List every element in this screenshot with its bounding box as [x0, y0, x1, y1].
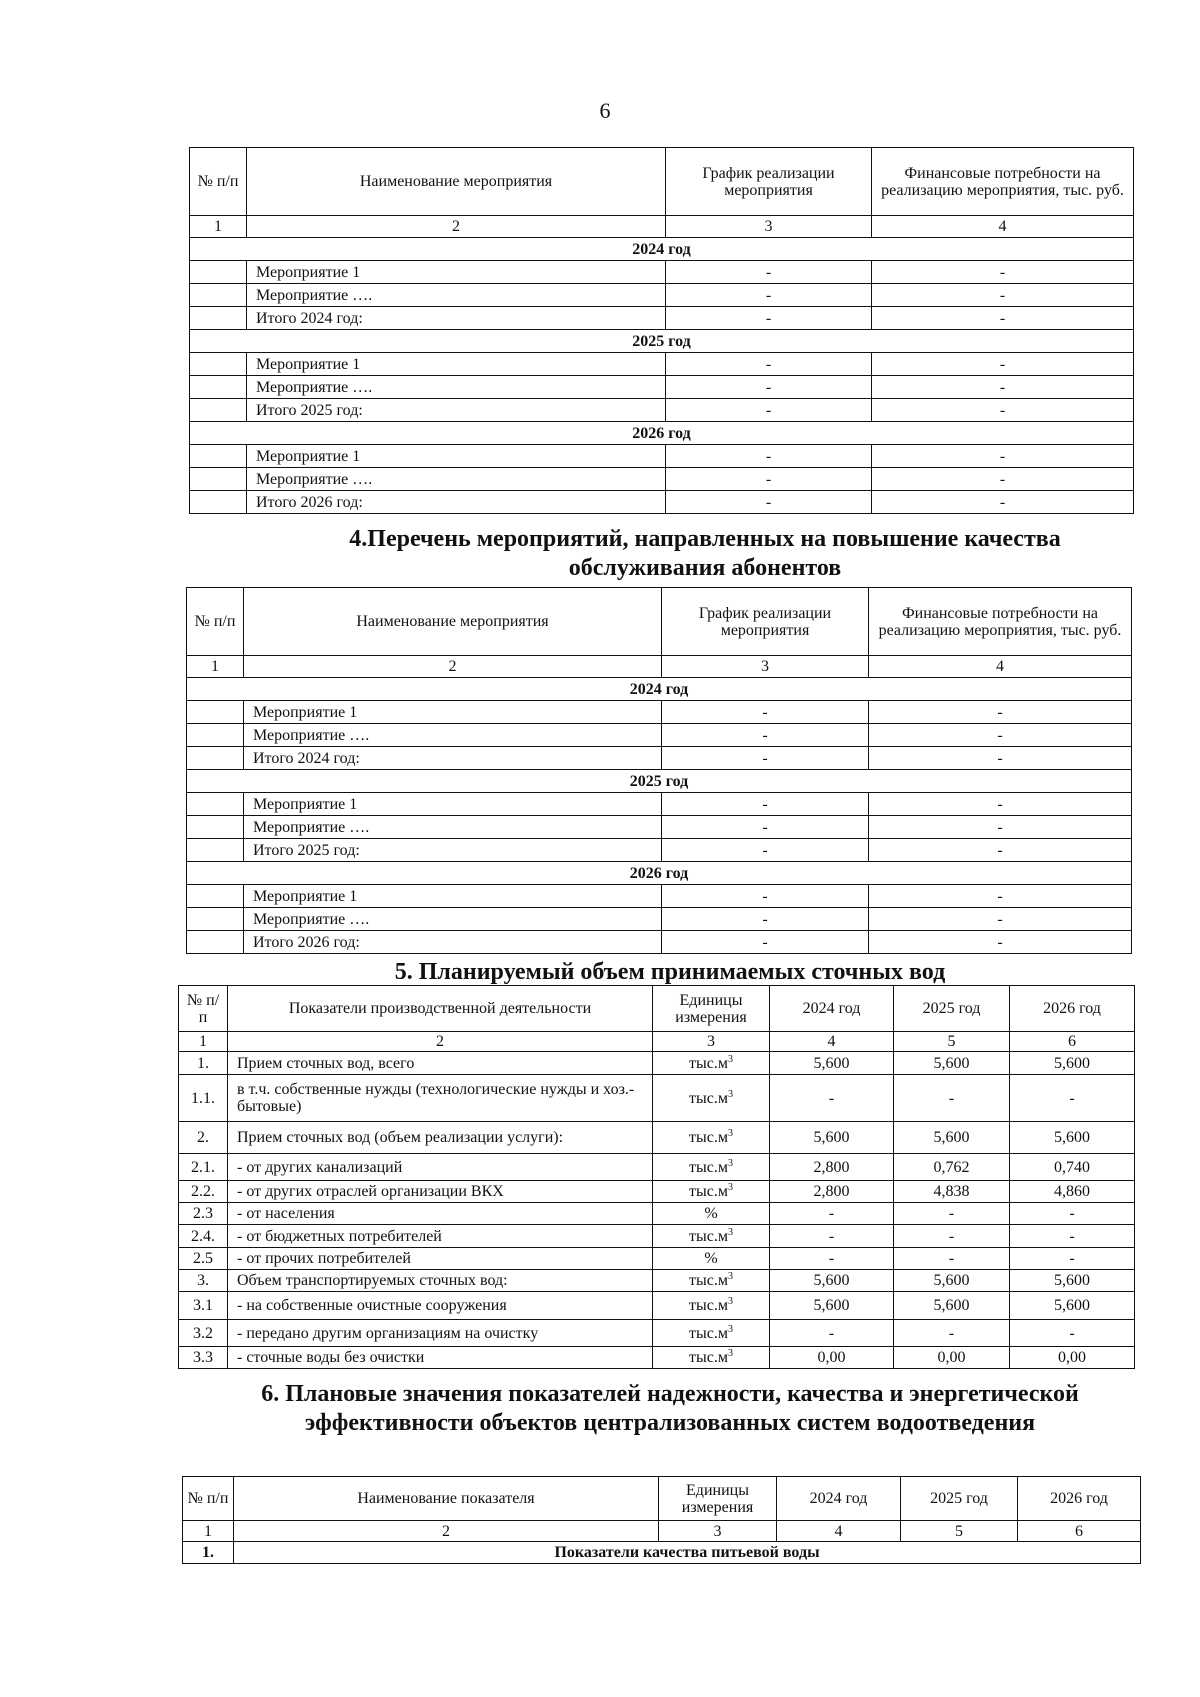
event-finance: -: [869, 701, 1132, 724]
event-total: Итого 2025 год:: [244, 839, 662, 862]
indicator-name: Прием сточных вод (объем реализации услуги):: [228, 1122, 653, 1154]
event-finance: -: [872, 307, 1134, 330]
value-2024: 5,600: [770, 1122, 894, 1154]
value-2025: -: [894, 1203, 1010, 1225]
header-unit: Единицы измерения: [659, 1477, 777, 1521]
event-total: Итого 2025 год:: [247, 399, 666, 422]
event-schedule: -: [666, 399, 872, 422]
col-number: 2: [234, 1521, 659, 1542]
col-number: 1: [183, 1521, 234, 1542]
value-2024: -: [770, 1248, 894, 1270]
value-2025: 5,600: [894, 1292, 1010, 1320]
col-number: 3: [666, 216, 872, 238]
event-name: Мероприятие ….: [244, 816, 662, 839]
value-2025: 4,838: [894, 1181, 1010, 1203]
event-schedule: -: [666, 261, 872, 284]
value-2024: -: [770, 1075, 894, 1122]
row-num: 2.: [179, 1122, 228, 1154]
event-finance: -: [869, 816, 1132, 839]
header-2025: 2025 год: [894, 986, 1010, 1032]
col-number: 2: [228, 1032, 653, 1052]
value-2024: 5,600: [770, 1292, 894, 1320]
event-schedule: -: [662, 931, 869, 954]
event-name: Мероприятие ….: [244, 908, 662, 931]
value-2025: -: [894, 1075, 1010, 1122]
value-2024: 5,600: [770, 1270, 894, 1292]
value-2026: -: [1010, 1248, 1135, 1270]
header-indicator: Показатели производственной деятельности: [228, 986, 653, 1032]
event-total: Итого 2026 год:: [244, 931, 662, 954]
event-finance: -: [872, 468, 1134, 491]
row-num: 3.1: [179, 1292, 228, 1320]
value-2024: 2,800: [770, 1154, 894, 1181]
row-num: 2.1.: [179, 1154, 228, 1181]
event-finance: -: [872, 376, 1134, 399]
event-finance: -: [872, 399, 1134, 422]
event-schedule: -: [662, 885, 869, 908]
event-schedule: -: [666, 376, 872, 399]
event-finance: -: [872, 353, 1134, 376]
value-2025: -: [894, 1248, 1010, 1270]
col-number: 4: [770, 1032, 894, 1052]
value-2025: 5,600: [894, 1270, 1010, 1292]
event-schedule: -: [666, 353, 872, 376]
event-total: Итого 2024 год:: [247, 307, 666, 330]
row-num: 2.3: [179, 1203, 228, 1225]
header-num: № п/п: [190, 148, 247, 216]
unit-cell: %: [653, 1248, 770, 1270]
event-name: Мероприятие ….: [247, 284, 666, 307]
event-finance: -: [869, 931, 1132, 954]
event-name: Мероприятие ….: [244, 724, 662, 747]
indicator-name: - на собственные очистные сооружения: [228, 1292, 653, 1320]
row-num: 3.2: [179, 1320, 228, 1347]
unit-cell: $тыс.м^3$: [653, 1181, 770, 1203]
value-2024: -: [770, 1225, 894, 1248]
event-total: Итого 2026 год:: [247, 491, 666, 514]
col-number: 3: [662, 656, 869, 678]
indicator-name: - от других канализаций: [228, 1154, 653, 1181]
value-2025: 5,600: [894, 1122, 1010, 1154]
row-num: 1.: [179, 1052, 228, 1075]
event-finance: -: [869, 908, 1132, 931]
col-number: 5: [901, 1521, 1018, 1542]
event-schedule: -: [666, 284, 872, 307]
col-number: 3: [659, 1521, 777, 1542]
header-finance: Финансовые потребности на реализацию мероприятия, тыс. руб.: [869, 588, 1132, 656]
event-name: Мероприятие 1: [244, 885, 662, 908]
event-schedule: -: [662, 701, 869, 724]
event-schedule: -: [666, 307, 872, 330]
header-name: Наименование мероприятия: [247, 148, 666, 216]
header-2024: 2024 год: [770, 986, 894, 1032]
value-2024: -: [770, 1320, 894, 1347]
col-number: 6: [1010, 1032, 1135, 1052]
event-name: Мероприятие 1: [244, 701, 662, 724]
value-2026: 0,00: [1010, 1347, 1135, 1369]
value-2026: 5,600: [1010, 1122, 1135, 1154]
unit-cell: %: [653, 1203, 770, 1225]
indicator-name: в т.ч. собственные нужды (технологические нужды и хоз.-бытовые): [228, 1075, 653, 1122]
row-num: 1.1.: [179, 1075, 228, 1122]
header-2026: 2026 год: [1010, 986, 1135, 1032]
row-num: 2.4.: [179, 1225, 228, 1248]
events-table-section4: [186, 587, 1132, 954]
year-heading: 2025 год: [187, 770, 1132, 793]
page-number: 6: [599, 98, 611, 123]
value-2026: 5,600: [1010, 1292, 1135, 1320]
indicator-name: - от прочих потребителей: [228, 1248, 653, 1270]
year-heading: 2024 год: [187, 678, 1132, 701]
unit-cell: $тыс.м^3$: [653, 1075, 770, 1122]
value-2024: 2,800: [770, 1181, 894, 1203]
header-2026: 2026 год: [1018, 1477, 1141, 1521]
event-finance: -: [869, 747, 1132, 770]
header-num: № п/п: [179, 986, 228, 1032]
row-num: 1.: [183, 1542, 234, 1564]
header-2024: 2024 год: [777, 1477, 901, 1521]
event-schedule: -: [666, 491, 872, 514]
event-schedule: -: [662, 747, 869, 770]
value-2026: 4,860: [1010, 1181, 1135, 1203]
header-num: № п/п: [187, 588, 244, 656]
group-heading: Показатели качества питьевой воды: [234, 1542, 1141, 1564]
event-name: Мероприятие 1: [247, 445, 666, 468]
year-heading: 2024 год: [190, 238, 1134, 261]
event-name: Мероприятие ….: [247, 376, 666, 399]
indicator-name: - сточные воды без очистки: [228, 1347, 653, 1369]
unit-cell: $тыс.м^3$: [653, 1154, 770, 1181]
event-finance: -: [869, 839, 1132, 862]
col-number: 4: [872, 216, 1134, 238]
reliability-indicators-table: [182, 1476, 1141, 1564]
section4-title: 4.Перечень мероприятий, направленных на повышение качества обслуживания абонентов: [349, 526, 1061, 581]
col-number: 2: [247, 216, 666, 238]
indicator-name: Объем транспортируемых сточных вод:: [228, 1270, 653, 1292]
col-number: 5: [894, 1032, 1010, 1052]
col-number: 2: [244, 656, 662, 678]
value-2025: -: [894, 1320, 1010, 1347]
event-schedule: -: [666, 445, 872, 468]
row-num: 2.2.: [179, 1181, 228, 1203]
value-2025: 0,00: [894, 1347, 1010, 1369]
event-name: Мероприятие 1: [247, 353, 666, 376]
value-2026: -: [1010, 1075, 1135, 1122]
event-total: Итого 2024 год:: [244, 747, 662, 770]
event-schedule: -: [666, 468, 872, 491]
header-unit: Единицы измерения: [653, 986, 770, 1032]
header-schedule: График реализации мероприятия: [666, 148, 872, 216]
event-finance: -: [872, 261, 1134, 284]
row-num: 3.: [179, 1270, 228, 1292]
event-finance: -: [869, 724, 1132, 747]
value-2026: 5,600: [1010, 1052, 1135, 1075]
indicator-name: Прием сточных вод, всего: [228, 1052, 653, 1075]
value-2024: -: [770, 1203, 894, 1225]
row-num: 3.3: [179, 1347, 228, 1369]
col-number: 1: [179, 1032, 228, 1052]
unit-cell: $тыс.м^3$: [653, 1225, 770, 1248]
event-finance: -: [872, 445, 1134, 468]
indicator-name: - от населения: [228, 1203, 653, 1225]
header-finance: Финансовые потребности на реализацию мероприятия, тыс. руб.: [872, 148, 1134, 216]
event-schedule: -: [662, 908, 869, 931]
col-number: 1: [187, 656, 244, 678]
year-heading: 2026 год: [187, 862, 1132, 885]
header-name: Наименование мероприятия: [244, 588, 662, 656]
section5-title: 5. Планируемый объем принимаемых сточных вод: [394, 959, 946, 985]
section6-title: 6. Плановые значения показателей надежности, качества и энергетической эффективности объектов централизованных систем водоотведения: [261, 1381, 1079, 1436]
unit-cell: $тыс.м^3$: [653, 1052, 770, 1075]
event-finance: -: [872, 491, 1134, 514]
event-finance: -: [869, 885, 1132, 908]
value-2025: 5,600: [894, 1052, 1010, 1075]
value-2026: 5,600: [1010, 1270, 1135, 1292]
events-table-section3: [189, 147, 1134, 514]
col-number: 3: [653, 1032, 770, 1052]
indicator-name: - от бюджетных потребителей: [228, 1225, 653, 1248]
event-name: Мероприятие 1: [247, 261, 666, 284]
year-heading: 2026 год: [190, 422, 1134, 445]
header-num: № п/п: [183, 1477, 234, 1521]
value-2025: 0,762: [894, 1154, 1010, 1181]
unit-cell: $тыс.м^3$: [653, 1347, 770, 1369]
header-2025: 2025 год: [901, 1477, 1018, 1521]
header-indicator: Наименование показателя: [234, 1477, 659, 1521]
event-schedule: -: [662, 816, 869, 839]
value-2026: -: [1010, 1225, 1135, 1248]
value-2024: 0,00: [770, 1347, 894, 1369]
value-2026: -: [1010, 1203, 1135, 1225]
event-schedule: -: [662, 724, 869, 747]
col-number: 4: [777, 1521, 901, 1542]
unit-cell: $тыс.м^3$: [653, 1122, 770, 1154]
unit-cell: $тыс.м^3$: [653, 1270, 770, 1292]
indicator-name: - от других отраслей организации ВКХ: [228, 1181, 653, 1203]
value-2024: 5,600: [770, 1052, 894, 1075]
indicator-name: - передано другим организациям на очистку: [228, 1320, 653, 1347]
row-num: 2.5: [179, 1248, 228, 1270]
col-number: 4: [869, 656, 1132, 678]
event-name: Мероприятие 1: [244, 793, 662, 816]
event-finance: -: [872, 284, 1134, 307]
unit-cell: $тыс.м^3$: [653, 1320, 770, 1347]
value-2025: -: [894, 1225, 1010, 1248]
year-heading: 2025 год: [190, 330, 1134, 353]
header-schedule: График реализации мероприятия: [662, 588, 869, 656]
value-2026: 0,740: [1010, 1154, 1135, 1181]
event-finance: -: [869, 793, 1132, 816]
value-2026: -: [1010, 1320, 1135, 1347]
col-number: 1: [190, 216, 247, 238]
event-schedule: -: [662, 793, 869, 816]
event-name: Мероприятие ….: [247, 468, 666, 491]
unit-cell: $тыс.м^3$: [653, 1292, 770, 1320]
wastewater-volume-table: [178, 985, 1135, 1369]
event-schedule: -: [662, 839, 869, 862]
col-number: 6: [1018, 1521, 1141, 1542]
